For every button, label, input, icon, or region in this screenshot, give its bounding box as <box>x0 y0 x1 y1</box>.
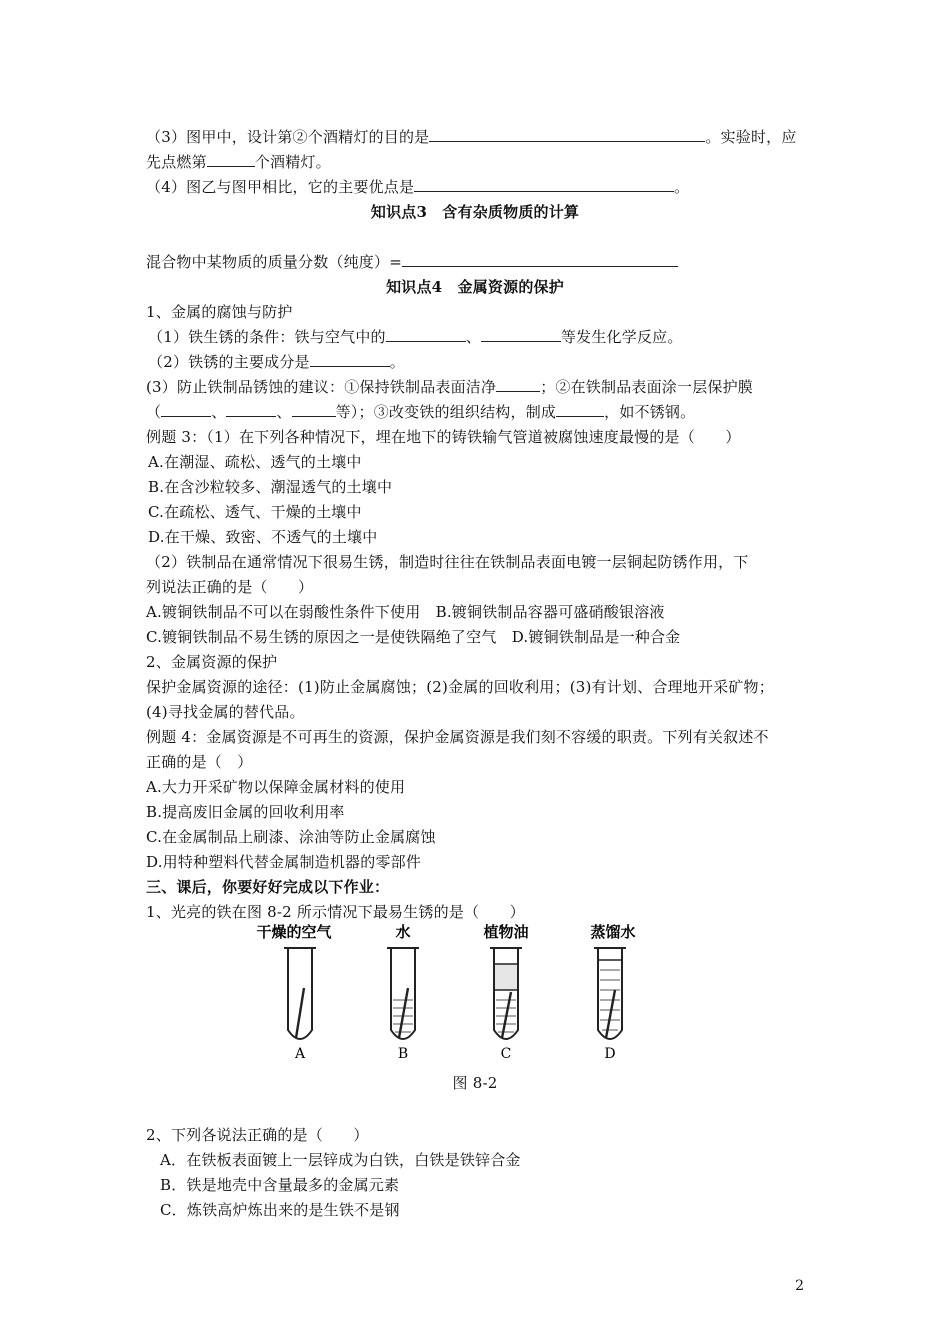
example-3-option-d: D.在干燥、致密、不透气的土壤中 <box>148 528 378 546</box>
homework-q2-option-c: C．炼铁高炉炼出来的是生铁不是钢 <box>160 1201 400 1219</box>
homework-q2: 2、下列各说法正确的是（ ） <box>146 1126 369 1144</box>
section-corrosion: 1、金属的腐蚀与防护 <box>146 303 293 321</box>
section-resource-protection: 2、金属资源的保护 <box>146 653 278 671</box>
line-purity-formula: 混合物中某物质的质量分数（纯度）= <box>146 251 810 273</box>
blank <box>226 401 276 417</box>
example-3-q2-options-1: A.镀铜铁制品不可以在弱酸性条件下使用 B.镀铜铁制品容器可盛硝酸银溶液 <box>146 603 665 621</box>
blank <box>207 151 255 167</box>
tube-d <box>590 923 635 1060</box>
line-protection-ways: 保护金属资源的途径：(1)防止金属腐蚀；(2)金属的回收利用；(3)有计划、合理地开采矿物； <box>146 678 774 696</box>
example-3-q2: （2）铁制品在通常情况下很易生锈，制造时往往在铁制品表面电镀一层铜起防锈作用，下 <box>146 553 749 571</box>
example-3-q1: 例题 3：（1）在下列各种情况下，埋在地下的铸铁输气管道被腐蚀速度最慢的是（ ） <box>146 428 741 446</box>
line-q4: （4）图乙与图甲相比，它的主要优点是 。 <box>146 178 690 196</box>
blank <box>496 376 540 392</box>
heading-knowledge-3: 知识点3 含有杂质物质的计算 <box>370 203 580 221</box>
tube-letter: D <box>604 1046 616 1060</box>
tube-label: 水 <box>395 923 411 941</box>
tube-label: 干燥的空气 <box>256 923 332 941</box>
blank <box>292 401 336 417</box>
example-3-q2-options-2: C.镀铜铁制品不易生锈的原因之一是使铁隔绝了空气 D.镀铜铁制品是一种合金 <box>146 628 681 646</box>
example-4-option-d: D.用特种塑料代替金属制造机器的零部件 <box>146 853 422 871</box>
example-4-option-c: C.在金属制品上刷漆、涂油等防止金属腐蚀 <box>146 828 436 846</box>
blank <box>386 326 466 342</box>
example-4-option-a: A.大力开采矿物以保障金属材料的使用 <box>146 778 406 796</box>
example-3-option-c: C.在疏松、透气、干燥的土壤中 <box>148 503 362 521</box>
blank <box>481 326 561 342</box>
tube-letter: B <box>397 1046 409 1060</box>
line-q3: （3）图甲中，设计第②个酒精灯的目的是 。实验时，应 <box>146 128 797 146</box>
homework-q2-option-b: B．铁是地壳中含量最多的金属元素 <box>160 1176 400 1194</box>
example-4-cont: 正确的是（ ） <box>146 753 253 771</box>
page-number: 2 <box>795 1278 804 1294</box>
heading-knowledge-4: 知识点4 金属资源的保护 <box>386 278 564 296</box>
line-prevention: (3）防止铁制品锈蚀的建议：①保持铁制品表面洁净 ；②在铁制品表面涂一层保护膜 <box>146 378 754 396</box>
blank <box>310 351 390 367</box>
example-4: 例题 4：金属资源是不可再生的资源，保护金属资源是我们刻不容缓的职责。下列有关叙述不 <box>146 728 769 746</box>
blank <box>429 126 705 142</box>
tube-letter: C <box>500 1046 512 1060</box>
homework-q1: 1、光亮的铁在图 8-2 所示情况下最易生锈的是（ ） <box>146 903 525 921</box>
heading-homework: 三、课后，你要好好完成以下作业： <box>146 878 390 896</box>
example-4-option-b: B.提高废旧金属的回收利用率 <box>146 803 345 821</box>
line-prevention-cont: （ 、 、 等）；③改变铁的组织结构，制成 ，如不锈钢。 <box>146 403 696 421</box>
tube-letter: A <box>294 1046 306 1060</box>
tube-label: 植物油 <box>483 923 529 941</box>
blank <box>402 251 678 267</box>
figure-caption: 图 8-2 <box>452 1074 498 1092</box>
line-protection-ways-cont: (4)寻找金属的替代品。 <box>146 703 305 721</box>
tube-label: 蒸馏水 <box>590 923 636 941</box>
figure-8-2 <box>248 920 648 1060</box>
example-3-option-a: A.在潮湿、疏松、透气的土壤中 <box>148 453 362 471</box>
example-3-q2-cont: 列说法正确的是（ ） <box>146 578 314 596</box>
tube-c <box>483 923 528 1060</box>
line-rust-component: （2）铁锈的主要成分是 。 <box>148 353 405 371</box>
blank <box>161 401 211 417</box>
homework-q2-option-a: A．在铁板表面镀上一层锌成为白铁，白铁是铁锌合金 <box>160 1151 521 1169</box>
blank <box>556 401 604 417</box>
tube-b <box>387 923 419 1060</box>
line-q3-cont: 先点燃第 个酒精灯。 <box>146 153 331 171</box>
line-rust-conditions: （1）铁生锈的条件：铁与空气中的 、 等发生化学反应。 <box>148 328 683 346</box>
example-3-option-b: B.在含沙粒较多、潮湿透气的土壤中 <box>148 478 393 496</box>
tube-a <box>256 923 332 1060</box>
blank <box>414 176 674 192</box>
